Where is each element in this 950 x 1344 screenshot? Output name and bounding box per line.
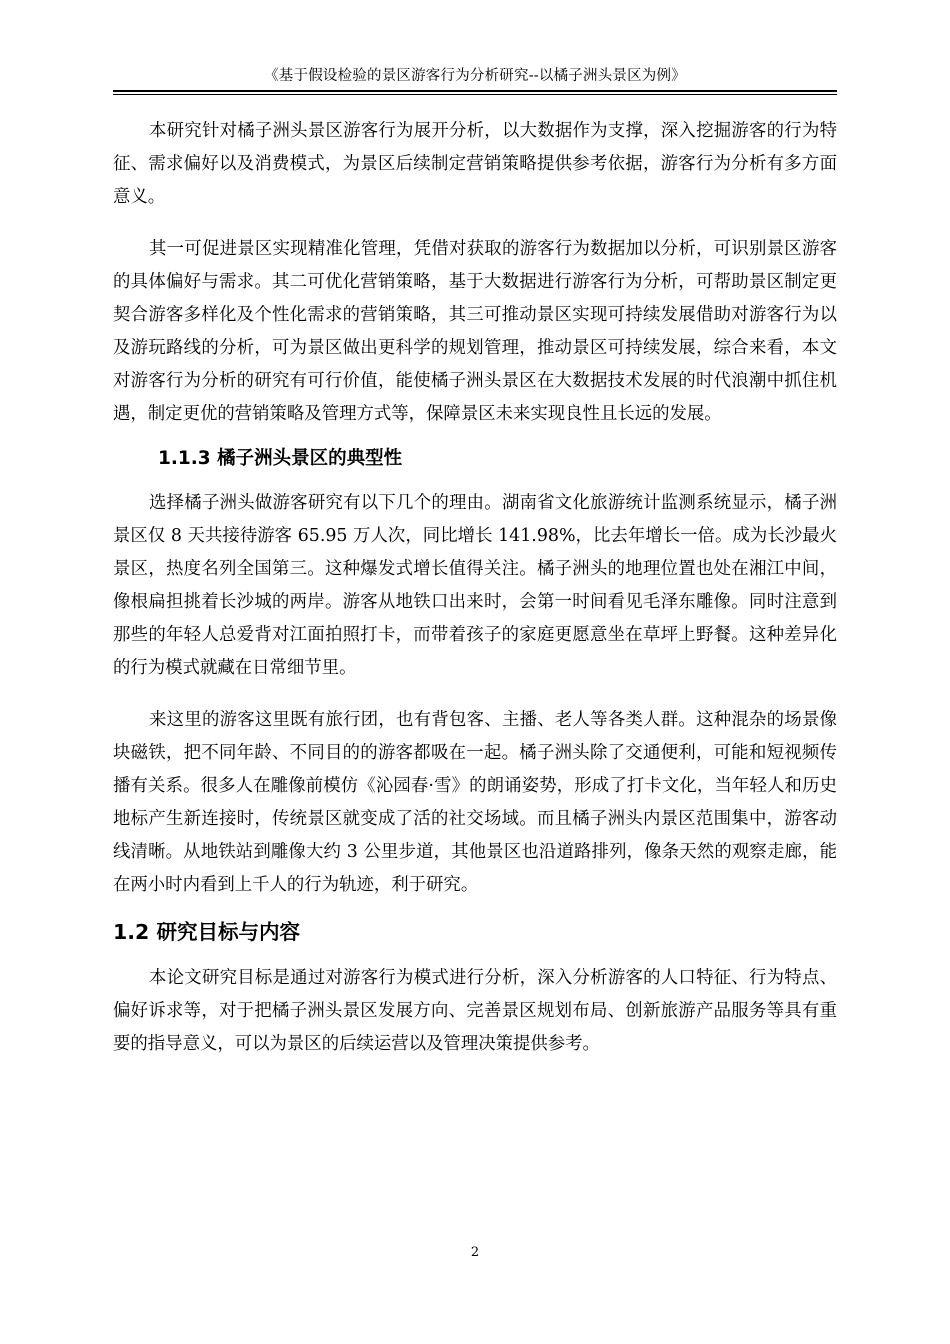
paragraph-spacer (113, 685, 837, 704)
section-heading-1-1-3: 1.1.3 橘子洲头景区的典型性 (158, 448, 403, 469)
document-body (113, 115, 837, 1061)
running-header: 《基于假设检验的景区游客行为分析研究--以橘子洲头景区为例》 (264, 68, 686, 84)
page-number: 2 (470, 1245, 480, 1260)
section-heading-1-2: 1.2 研究目标与内容 (113, 920, 300, 944)
header-rule-thin (113, 94, 837, 95)
paragraph-visitor-mix: 来这里的游客这里既有旅行团，也有背包客、主播、老人等各类人群。这种混杂的场景像块磁铁，把不同年龄、不同目的的游客都吸在一起。橘子洲头除了交通便利，可能和短视频传播有关系。很多人在雕像前模仿《沁园春·雪》的朗诵姿势，形成了打卡文化，当年轻人和历史地标产生新连接时，传统景区就变成了活的社交场域。而且橘子洲头内景区范围集中，游客动线清晰。从地铁站到雕像大约 3 公里步道，其他景区也沿道路排列，像条天然的观察走廊，能在两小时内看到上千人的行为轨迹，利于研究。 (113, 710, 837, 895)
paragraph-typicality-reasons: 选择橘子洲头做游客研究有以下几个的理由。湖南省文化旅游统计监测系统显示，橘子洲景区仅 8 天共接待游客 65.95 万人次，同比增长 141.98%，比去年增长一倍。成为长沙最火景区，热度名列全国第三。这种爆发式增长值得关注。橘子洲头的地理位置也处在湘江中间，像根扁担挑着长沙城的两岸。游客从地铁口出来时，会第一时间看见毛泽东雕像。同时注意到那些的年轻人总爱背对江面拍照打卡，而带着孩子的家庭更愿意坐在草坪上野餐。这种差异化的行为模式就藏在日常细节里。 (113, 493, 837, 678)
paragraph-significance-details: 其一可促进景区实现精准化管理，凭借对获取的游客行为数据加以分析，可识别景区游客的具体偏好与需求。其二可优化营销策略，基于大数据进行游客行为分析，可帮助景区制定更契合游客多样化及个性化需求的营销策略，其三可推动景区实现可持续发展借助对游客行为以及游玩路线的分析，可为景区做出更科学的规划管理，推动景区可持续发展，综合来看，本文对游客行为分析的研究有可行价值，能使橘子洲头景区在大数据技术发展的时代浪潮中抓住机遇，制定更优的营销策略及管理方式等，保障景区未来实现良性且长远的发展。 (113, 239, 837, 424)
paragraph-spacer (113, 214, 837, 233)
paragraph-research-goal: 本论文研究目标是通过对游客行为模式进行分析，深入分析游客的人口特征、行为特点、偏好诉求等，对于把橘子洲头景区发展方向、完善景区规划布局、创新旅游产品服务等具有重要的指导意义，可以为景区的后续运营以及管理决策提供参考。 (113, 968, 837, 1054)
header-rule-thick (113, 90, 837, 92)
paragraph-significance-intro: 本研究针对橘子洲头景区游客行为展开分析，以大数据作为支撑，深入挖掘游客的行为特征、需求偏好以及消费模式，为景区后续制定营销策略提供参考依据，游客行为分析有多方面意义。 (113, 121, 837, 207)
